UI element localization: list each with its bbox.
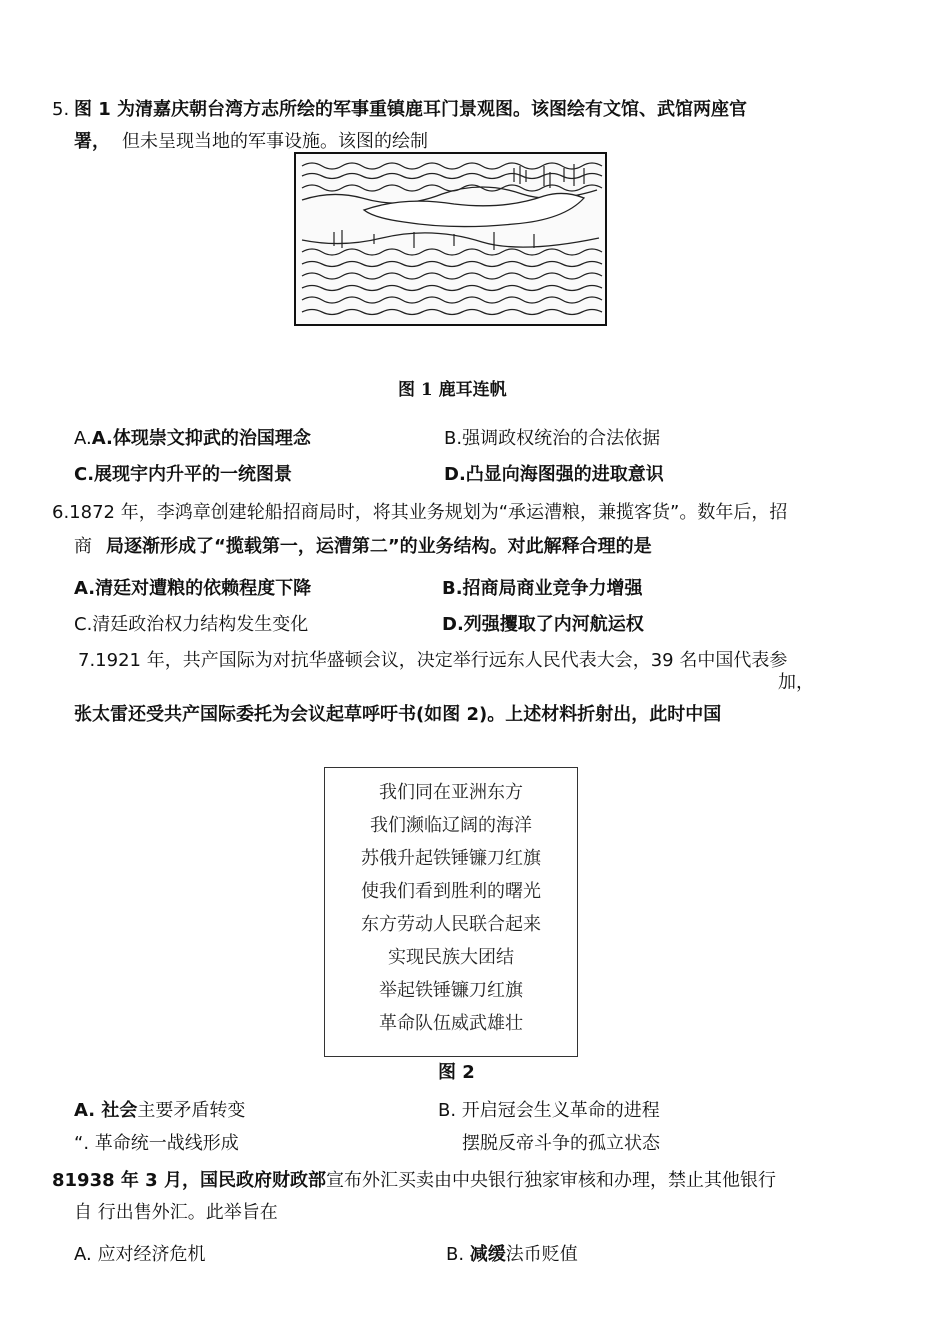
q8-option-b[interactable] bbox=[446, 1244, 578, 1266]
q8-option-a[interactable]: A. 应对经济危机 bbox=[74, 1244, 206, 1265]
poem-line: 革命队伍威武雄壮 bbox=[379, 1013, 523, 1034]
q6-option-b[interactable]: B.招商局商业竞争力增强 bbox=[442, 578, 643, 599]
q5-option-c[interactable]: C.展现宇内升平的一统图景 bbox=[74, 464, 293, 485]
poem-line: 使我们看到胜利的曙光 bbox=[361, 881, 541, 902]
q5-stem-line2a: 署， bbox=[74, 131, 110, 152]
q8-option-b-rest: 法币贬值 bbox=[505, 1244, 578, 1265]
q6-option-a[interactable]: A.清廷对遭粮的依赖程度下降 bbox=[74, 578, 312, 599]
figure-2-poem-box bbox=[324, 767, 578, 1057]
poem-line: 实现民族大团结 bbox=[388, 947, 514, 968]
poem-line: 我们濒临辽阔的海洋 bbox=[370, 815, 532, 836]
q5-option-d[interactable]: D.凸显向海图强的进取意识 bbox=[444, 464, 664, 485]
q7-stem-line1-wrap: 加， bbox=[778, 672, 814, 693]
q5-stem-line2b: 但未呈现当地的军事设施。该图的绘制 bbox=[122, 131, 428, 152]
q7-option-a-prefix: A. 社会 bbox=[74, 1100, 138, 1121]
q8-stem-line2: 自 行出售外汇。此举旨在 bbox=[74, 1202, 278, 1223]
q6-stem-line1: 6.1872 年，李鸿章创建轮船招商局时，将其业务规划为“承运漕粮，兼揽客货”。数年后，招 bbox=[52, 502, 788, 523]
figure-1-caption: 图 1 鹿耳连帆 bbox=[398, 380, 507, 400]
poem-line: 我们同在亚洲东方 bbox=[379, 782, 523, 803]
q5-stem-line1: 图 1 为清嘉庆朝台湾方志所绘的军事重镇鹿耳门景观图。该图绘有文馆、武馆两座官 bbox=[74, 99, 748, 120]
q7-stem-line1: 7.1921 年，共产国际为对抗华盛顿会议，决定举行远东人民代表大会，39 名中国代表参 bbox=[78, 650, 788, 671]
poem-line: 苏俄升起铁锤镰刀红旗 bbox=[361, 848, 541, 869]
q5-option-a-text: A.体现崇文抑武的治国理念 bbox=[91, 428, 311, 449]
q8-stem-rest: 宣布外汇买卖由中央银行独家审核和办理，禁止其他银行 bbox=[325, 1170, 776, 1191]
q5-number: 5. bbox=[52, 99, 70, 120]
q7-option-a[interactable] bbox=[74, 1100, 245, 1122]
q8-option-b-prefix: B. bbox=[446, 1244, 470, 1265]
q7-option-c[interactable]: “. 革命统一战线形成 bbox=[74, 1133, 239, 1154]
poem-line: 举起铁锤镰刀红旗 bbox=[379, 980, 523, 1001]
q6-stem-line2a: 商 bbox=[74, 536, 92, 557]
q8-stem-bold: 81938 年 3 月，国民政府财政部 bbox=[52, 1170, 326, 1191]
q7-option-b[interactable]: B. 开启冠会生义革命的进程 bbox=[438, 1100, 660, 1121]
q7-option-a-text: 主要矛盾转变 bbox=[137, 1100, 246, 1121]
q8-stem-line1 bbox=[52, 1170, 776, 1192]
map-illustration-figure-1 bbox=[294, 152, 607, 326]
q6-option-d[interactable]: D.列强攫取了内河航运权 bbox=[442, 614, 644, 635]
q5-option-a[interactable]: A.A.体现崇文抑武的治国理念 bbox=[74, 428, 311, 449]
q7-option-d[interactable]: 摆脱反帝斗争的孤立状态 bbox=[462, 1133, 660, 1154]
figure-2-caption: 图 2 bbox=[438, 1062, 475, 1083]
poem-line: 东方劳动人民联合起来 bbox=[361, 914, 541, 935]
q6-option-c[interactable]: C.清廷政治权力结构发生变化 bbox=[74, 614, 309, 635]
q7-stem-line2: 张太雷还受共产国际委托为会议起草呼吁书(如图 2)。上述材料折射出，此时中国 bbox=[74, 704, 722, 725]
q6-stem-line2b: 局逐渐形成了“揽载第一，运漕第二”的业务结构。对此解释合理的是 bbox=[106, 536, 652, 557]
q5-option-b[interactable]: B.强调政权统治的合法依据 bbox=[444, 428, 661, 449]
q8-option-b-bold: 减缓 bbox=[469, 1244, 506, 1265]
